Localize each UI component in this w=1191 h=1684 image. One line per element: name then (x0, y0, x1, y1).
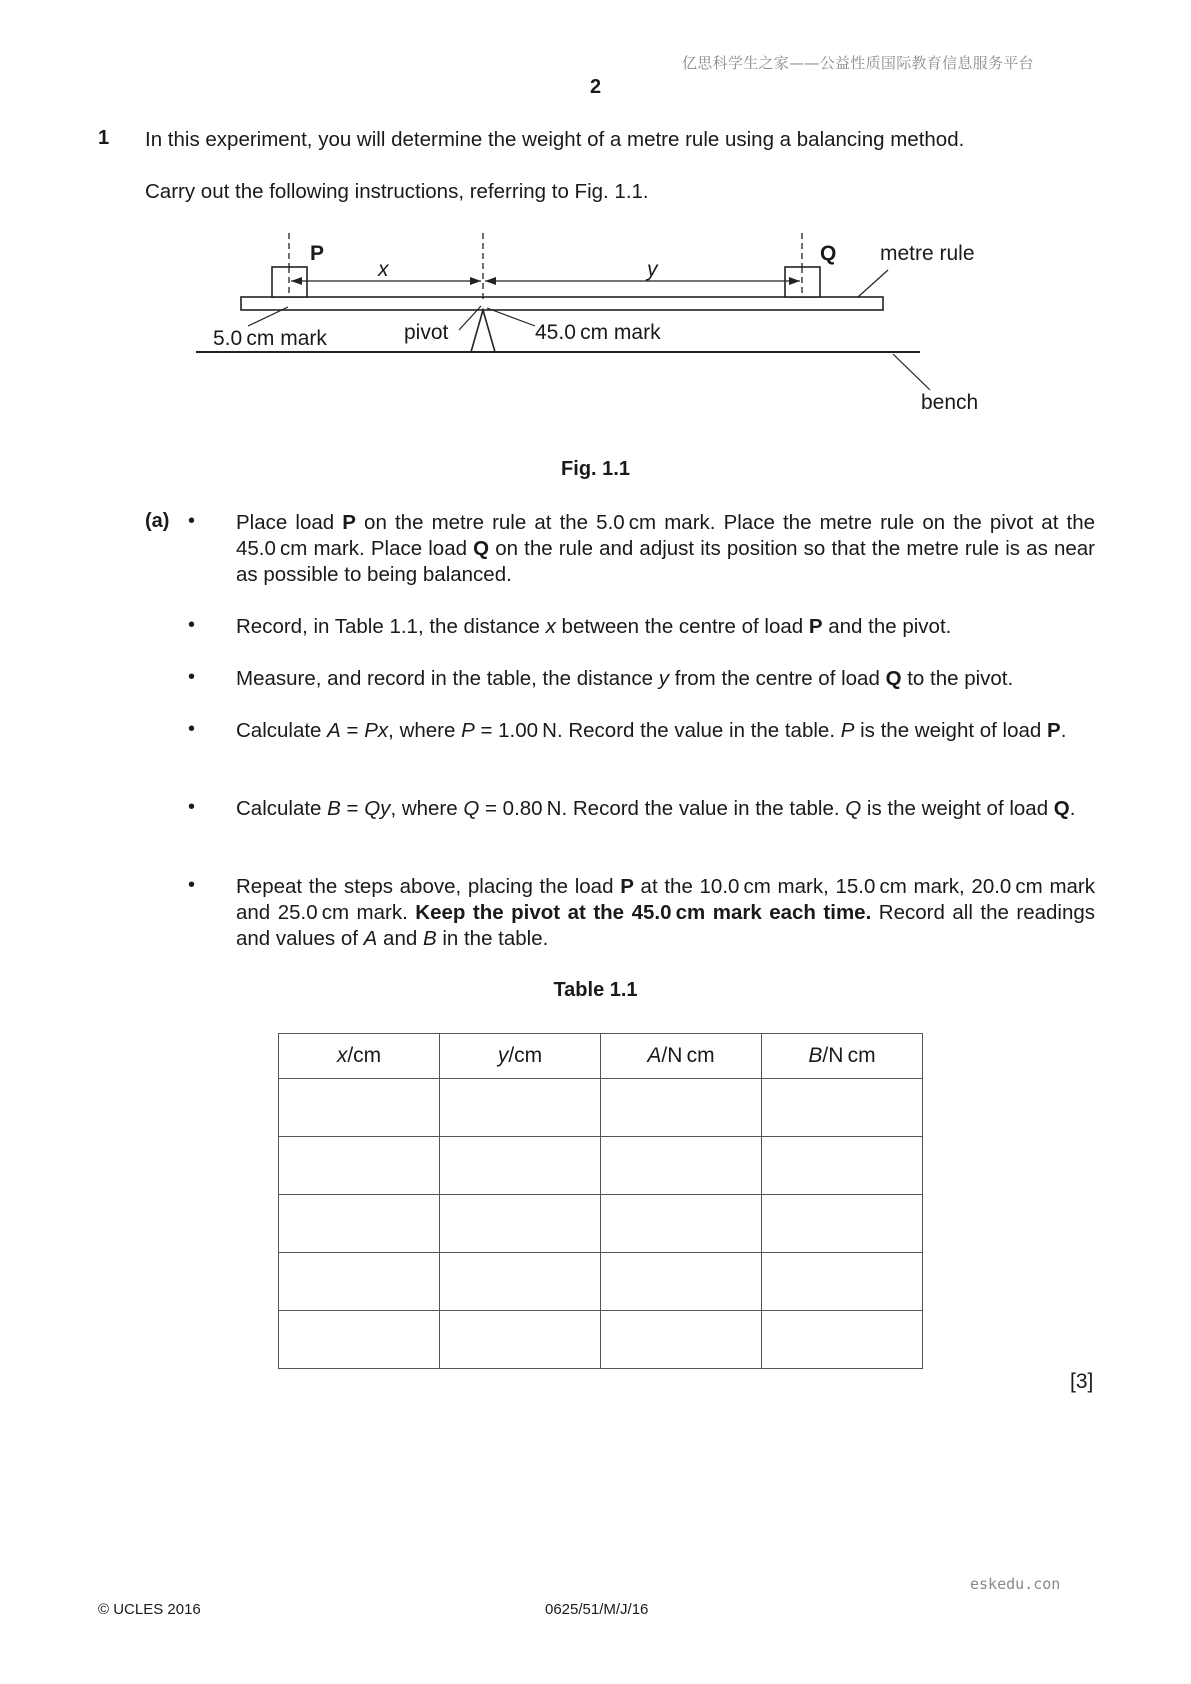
table-header-row (279, 1034, 923, 1079)
table-row (279, 1137, 923, 1195)
footer-paper-code: 0625/51/M/J/16 (545, 1601, 649, 1618)
table-cell[interactable] (279, 1195, 440, 1253)
header-x: x/cm (279, 1034, 440, 1079)
bullet-2-text: Record, in Table 1.1, the distance x between the centre of load P and the pivot. (236, 615, 952, 638)
table-cell[interactable] (279, 1253, 440, 1311)
table-cell[interactable] (279, 1311, 440, 1369)
table-cell[interactable] (601, 1079, 762, 1137)
table-cell[interactable] (762, 1079, 923, 1137)
table-cell[interactable] (762, 1253, 923, 1311)
bullet-4: • (188, 718, 196, 740)
table-cell[interactable] (762, 1195, 923, 1253)
table-title: Table 1.1 (553, 979, 638, 1001)
footer-copyright: © UCLES 2016 (98, 1601, 201, 1618)
part-a-label: (a) (145, 510, 170, 532)
table-cell[interactable] (601, 1311, 762, 1369)
table-cell[interactable] (440, 1079, 601, 1137)
table-cell[interactable] (601, 1195, 762, 1253)
bullet-4-text: Calculate A = Px, where P = 1.00 N. Record the value in the table. P is the weight of load P. (236, 719, 1067, 742)
figure-diagram (0, 215, 1191, 430)
table-cell[interactable] (762, 1311, 923, 1369)
bullet-3: • (188, 666, 196, 688)
table-cell[interactable] (440, 1137, 601, 1195)
question-intro: In this experiment, you will determine the weight of a metre rule using a balancing method. (145, 128, 965, 151)
bullet-2: • (188, 614, 196, 636)
bullet-6-text: Repeat the steps above, placing the load P at the 10.0 cm mark, 15.0 cm mark, 20.0 cm mark and 25.0 cm mark. Keep the pivot at the 45.0 cm mark each time. Record all the readings and values of A and B in the table. (236, 875, 1096, 950)
table-cell[interactable] (440, 1253, 601, 1311)
header-watermark: 亿思科学生之家——公益性质国际教育信息服务平台 (682, 54, 1034, 72)
label-x: x (378, 258, 389, 281)
page-number: 2 (589, 76, 602, 98)
table-cell[interactable] (279, 1079, 440, 1137)
question-number: 1 (98, 127, 110, 149)
figure-caption: Fig. 1.1 (561, 458, 630, 480)
pivot-triangle (471, 310, 495, 352)
label-45cm-mark: 45.0 cm mark (535, 321, 661, 344)
bullet-5-text: Calculate B = Qy, where Q = 0.80 N. Record the value in the table. Q is the weight of load Q. (236, 797, 1076, 820)
table-row (279, 1253, 923, 1311)
marks-allocation: [3] (1070, 1370, 1094, 1393)
table-cell[interactable] (762, 1137, 923, 1195)
label-pivot: pivot (404, 321, 449, 344)
header-y: y/cm (440, 1034, 601, 1079)
label-q: Q (820, 242, 837, 265)
table-cell[interactable] (440, 1195, 601, 1253)
footer-watermark: eskedu.con (970, 1575, 1061, 1593)
table-row (279, 1079, 923, 1137)
table-row (279, 1195, 923, 1253)
label-p: P (310, 242, 325, 265)
table-cell[interactable] (440, 1311, 601, 1369)
label-y: y (647, 258, 658, 281)
header-a: A/N cm (601, 1034, 762, 1079)
bullet-1: • (188, 510, 196, 532)
table-cell[interactable] (601, 1137, 762, 1195)
metre-rule-bar (241, 297, 883, 310)
table-cell[interactable] (279, 1137, 440, 1195)
table-cell[interactable] (601, 1253, 762, 1311)
bullet-1-text: Place load P on the metre rule at the 5.0 cm mark. Place the metre rule on the pivot at the 45.0 cm mark. Place load Q on the rule and adjust its position so that the metre rule is as near as possible to being balanced. (236, 511, 1095, 586)
question-instruction: Carry out the following instructions, referring to Fig. 1.1. (145, 180, 649, 203)
header-b: B/N cm (762, 1034, 923, 1079)
bullet-3-text: Measure, and record in the table, the distance y from the centre of load Q to the pivot. (236, 667, 1014, 690)
results-table (278, 1033, 923, 1369)
label-5cm-mark: 5.0 cm mark (213, 327, 327, 350)
label-metre-rule: metre rule (880, 242, 975, 265)
label-bench: bench (921, 391, 979, 414)
bullet-5: • (188, 796, 196, 818)
bullet-6: • (188, 874, 196, 896)
table-row (279, 1311, 923, 1369)
